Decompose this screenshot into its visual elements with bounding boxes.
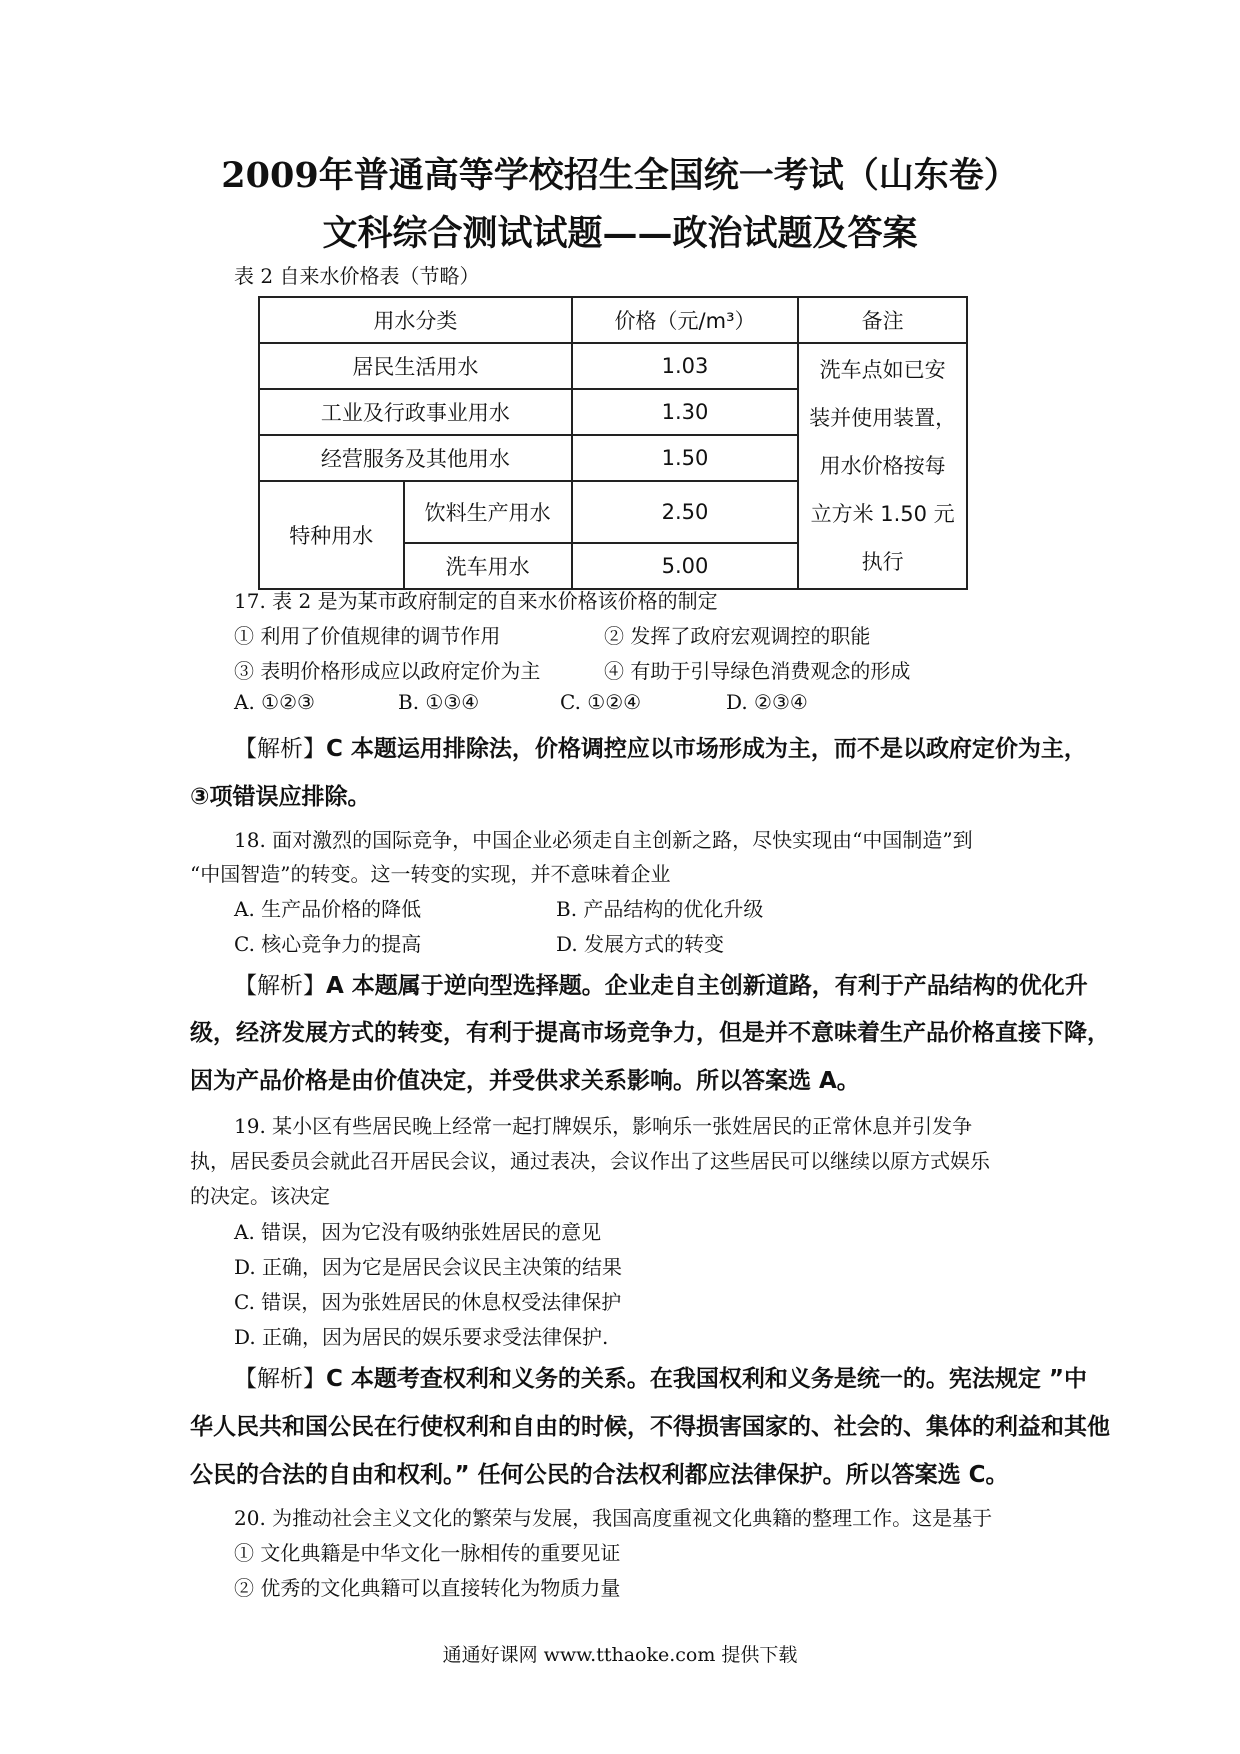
q19-analysis-line-3: 公民的合法的自由和权利。” 任何公民的合法权利都应法律保护。所以答案选 C。 [190, 1462, 1009, 1488]
note-line: 执行 [861, 550, 904, 574]
q19-stem-line-2: 执，居民委员会就此召开居民会议，通过表决，会议作出了这些居民可以继续以原方式娱乐 [190, 1149, 990, 1173]
q19-choice-2: D. 正确，因为它是居民会议民主决策的结果 [234, 1255, 623, 1279]
q19-choice-1: A. 错误，因为它没有吸纳张姓居民的意见 [234, 1220, 602, 1244]
row-price: 1.50 [572, 435, 798, 481]
q17-analysis-line [234, 730, 1087, 763]
row-category: 经营服务及其他用水 [259, 435, 572, 481]
row-category: 洗车用水 [404, 543, 572, 589]
note-line: 用水价格按每 [819, 454, 946, 478]
q17-option-3: ③ 表明价格形成应以政府定价为主 [234, 659, 541, 683]
analysis-text: A 本题属于逆向型选择题。企业走自主创新道路，有利于产品结构的优化升 [326, 973, 1088, 999]
q17-choice-a: A. ①②③ [234, 690, 315, 714]
q19-stem-line-3: 的决定。该决定 [190, 1184, 330, 1208]
q17-choice-b: B. ①③④ [398, 690, 480, 714]
q18-analysis-line-3: 因为产品价格是由价值决定，并受供求关系影响。所以答案选 A。 [190, 1068, 860, 1094]
analysis-tag: 【解析】 [234, 736, 326, 762]
q17-option-2: ② 发挥了政府宏观调控的职能 [604, 624, 871, 648]
page-footer: 通通好课网 www.tthaoke.com 提供下载 [442, 1644, 798, 1666]
row-category: 工业及行政事业用水 [259, 389, 572, 435]
note-line: 装并使用装置， [809, 406, 957, 430]
row-price: 2.50 [572, 481, 798, 543]
q19-choice-3: C. 错误，因为张姓居民的休息权受法律保护 [234, 1290, 622, 1314]
analysis-text: C 本题考查权利和义务的关系。在我国权利和义务是统一的。宪法规定 ”中 [326, 1366, 1088, 1392]
table-header-row [259, 297, 967, 343]
table-caption: 表 2 自来水价格表（节略） [234, 264, 480, 288]
row-price: 1.03 [572, 343, 798, 389]
analysis-text: C 本题运用排除法，价格调控应以市场形成为主，而不是以政府定价为主， [326, 736, 1087, 762]
page-subtitle: 文科综合测试试题——政治试题及答案 [322, 213, 918, 254]
q18-stem-line-2: “中国智造”的转变。这一转变的实现，并不意味着企业 [190, 862, 671, 886]
row-price: 1.30 [572, 389, 798, 435]
q17-choice-c: C. ①②④ [560, 690, 642, 714]
q18-stem-line-1: 18. 面对激烈的国际竞争，中国企业必须走自主创新之路，尽快实现由“中国制造”到 [234, 828, 973, 852]
row-price: 5.00 [572, 543, 798, 589]
q17-stem: 17. 表 2 是为某市政府制定的自来水价格该价格的制定 [234, 589, 718, 613]
water-price-table [258, 296, 968, 590]
analysis-tag: 【解析】 [234, 1366, 326, 1392]
q19-stem-line-1: 19. 某小区有些居民晚上经常一起打牌娱乐，影响乐一张姓居民的正常休息并引发争 [234, 1114, 973, 1138]
row-category: 居民生活用水 [259, 343, 572, 389]
q17-option-1: ① 利用了价值规律的调节作用 [234, 624, 501, 648]
note-cell [798, 343, 967, 589]
note-line: 立方米 1.50 元 [810, 502, 955, 526]
q17-analysis-line-2: ③项错误应排除。 [190, 784, 371, 810]
q18-choice-b: B. 产品结构的优化升级 [556, 897, 764, 921]
q18-choice-c: C. 核心竞争力的提高 [234, 932, 422, 956]
q18-choice-d: D. 发展方式的转变 [556, 932, 725, 956]
special-group-cell: 特种用水 [259, 481, 404, 589]
note-line: 洗车点如已安 [819, 358, 946, 382]
q17-choice-d: D. ②③④ [726, 690, 808, 714]
q19-analysis-line [234, 1360, 1087, 1393]
page-title: 2009年普通高等学校招生全国统一考试（山东卷） [221, 155, 1019, 196]
row-category: 饮料生产用水 [404, 481, 572, 543]
q20-option-1: ① 文化典籍是中华文化一脉相传的重要见证 [234, 1541, 621, 1565]
table-row [259, 343, 967, 389]
q19-analysis-line-2: 华人民共和国公民在行使权利和自由的时候，不得损害国家的、社会的、集体的利益和其他 [190, 1414, 1110, 1440]
q18-analysis-line-2: 级，经济发展方式的转变，有利于提高市场竞争力，但是并不意味着生产品价格直接下降， [190, 1020, 1110, 1046]
header-price: 价格（元/m³） [572, 297, 798, 343]
q18-analysis-line [234, 967, 1088, 1000]
header-note: 备注 [798, 297, 967, 343]
q18-choice-a: A. 生产品价格的降低 [234, 897, 422, 921]
q19-choice-4: D. 正确，因为居民的娱乐要求受法律保护. [234, 1325, 609, 1349]
q20-stem: 20. 为推动社会主义文化的繁荣与发展，我国高度重视文化典籍的整理工作。这是基于 [234, 1506, 993, 1530]
q17-option-4: ④ 有助于引导绿色消费观念的形成 [604, 659, 911, 683]
analysis-tag: 【解析】 [234, 973, 326, 999]
q20-option-2: ② 优秀的文化典籍可以直接转化为物质力量 [234, 1576, 621, 1600]
header-category: 用水分类 [259, 297, 572, 343]
